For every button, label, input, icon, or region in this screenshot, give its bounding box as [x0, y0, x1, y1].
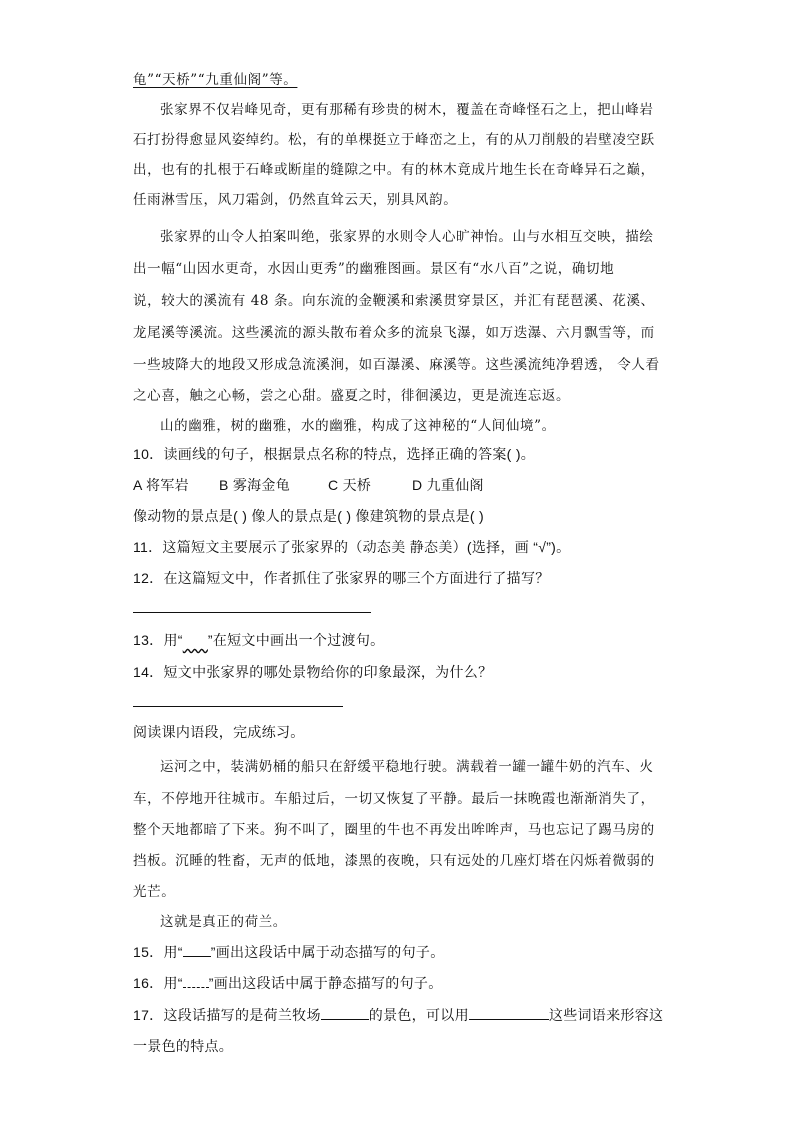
- passage1-p2-line: 石打扮得愈显风姿绰约。松，有的单棵挺立于峰峦之上，有的从刀削般的岩壁凌空跃: [133, 132, 655, 148]
- section2-p1-line: 光芒。: [133, 884, 176, 900]
- question-17-part-c: 这些词语来形容这: [548, 1007, 664, 1023]
- question-16-prefix: 16．用“: [133, 975, 183, 991]
- passage1-p3-line: 龙尾溪等溪流。这些溪流的源头散布着众多的流泉飞瀑，如万迭瀑、六月飘雪等，而: [133, 325, 655, 341]
- passage1-p2-line: 出，也有的扎根于石峰或断崖的缝隙之中。有的林木竟成片地生长在奇峰异石之巅，: [133, 162, 655, 178]
- question-15-suffix: ”画出这段话中属于动态描写的句子。: [210, 944, 445, 960]
- question-13-suffix: ”在短文中画出一个过渡句。: [207, 632, 385, 648]
- passage1-p3-line: 出一幅“山因水更奇，水因山更秀”的幽雅图画。景区有“水八百”之说，确切地: [133, 261, 615, 277]
- dashed-underline-sample: [183, 987, 209, 988]
- wavy-underline-sample: [183, 632, 208, 648]
- option-d: D 九重仙阁: [412, 477, 484, 493]
- answer-blank-q17-scene[interactable]: [321, 1019, 369, 1020]
- passage1-p2-line: 任雨淋雪压，风刀霜剑，仍然直耸云天，别具风韵。: [133, 192, 458, 208]
- section2-p1-line: 运河之中，装满奶桶的船只在舒缓平稳地行驶。满载着一罐一罐牛奶的汽车、火: [160, 759, 654, 775]
- question-15: [133, 942, 445, 962]
- question-13: [133, 630, 384, 650]
- passage1-p4-line: 山的幽雅，树的幽雅，水的幽雅，构成了这神秘的“人间仙境”。: [160, 418, 556, 434]
- passage1-p3-line: 之心喜，触之心畅，尝之心甜。盛夏之时，徘徊溪边，更是流连忘返。: [133, 388, 571, 404]
- option-a: A 将军岩: [133, 477, 189, 493]
- passage1-p3-line: 张家界的山令人拍案叫绝，张家界的水则令人心旷神怡。山与水相互交映，描绘: [160, 229, 654, 245]
- section2-p2-line: 这就是真正的荷兰。: [160, 914, 287, 930]
- answer-blank-q17-words[interactable]: [469, 1019, 549, 1020]
- answer-line-q14[interactable]: [133, 706, 343, 707]
- option-b: B 雾海金龟: [219, 477, 291, 493]
- question-12: 12．在这篇短文中，作者抓住了张家界的哪三个方面进行了描写？: [133, 570, 550, 586]
- passage1-p2-line: 张家界不仅岩峰见奇，更有那稀有珍贵的树木，覆盖在奇峰怪石之上，把山峰岩: [160, 102, 654, 118]
- question-17-continued: 一景色的特点。: [133, 1038, 234, 1054]
- question-16: [133, 973, 443, 993]
- question-10: 10．读画线的句子，根据景点名称的特点，选择正确的答案( )。: [133, 446, 536, 462]
- question-16-suffix: ”画出这段话中属于静态描写的句子。: [208, 975, 443, 991]
- question-11: 11．这篇短文主要展示了张家界的（动态美 静态美）(选择，画 “√”)。: [133, 539, 571, 555]
- option-c: C 天桥: [328, 477, 372, 493]
- question-10-fill: 像动物的景点是( ) 像人的景点是( ) 像建筑物的景点是( ): [133, 508, 485, 524]
- section2-p1-line: 整个天地都暗了下来。狗不叫了，圈里的牛也不再发出哞哞声，马也忘记了踢马房的: [133, 822, 655, 838]
- passage1-p3-line: 说，较大的溪流有 48 条。向东流的金鞭溪和索溪贯穿景区，并汇有琵琶溪、花溪、: [133, 293, 655, 309]
- section2-p1-line: 挡板。沉睡的牲畜，无声的低地，漆黑的夜晚，只有远处的几座灯塔在闪烁着微弱的: [133, 853, 655, 869]
- straight-underline-sample: [183, 956, 211, 957]
- section2-p1-line: 车，不停地开往城市。车船过后，一切又恢复了平静。最后一抹晚霞也渐渐消失了，: [133, 791, 655, 807]
- answer-line-q12[interactable]: [133, 612, 371, 613]
- question-15-prefix: 15．用“: [133, 944, 183, 960]
- section2-intro: 阅读课内语段，完成练习。: [133, 724, 305, 740]
- question-17: [133, 1005, 663, 1025]
- passage1-top-line: 龟”“天桥”“九重仙阁”等。: [133, 72, 298, 88]
- question-17-part-b: 的景色，可以用: [368, 1007, 469, 1023]
- passage1-p3-line: 一些坡降大的地段又形成急流溪涧，如百瀑溪、麻溪等。这些溪流纯净碧透， 令人看: [133, 357, 660, 373]
- question-17-part-a: 17．这段话描写的是荷兰牧场: [133, 1007, 321, 1023]
- question-13-prefix: 13．用“: [133, 632, 183, 648]
- question-14: 14．短文中张家界的哪处景物给你的印象最深，为什么？: [133, 664, 493, 680]
